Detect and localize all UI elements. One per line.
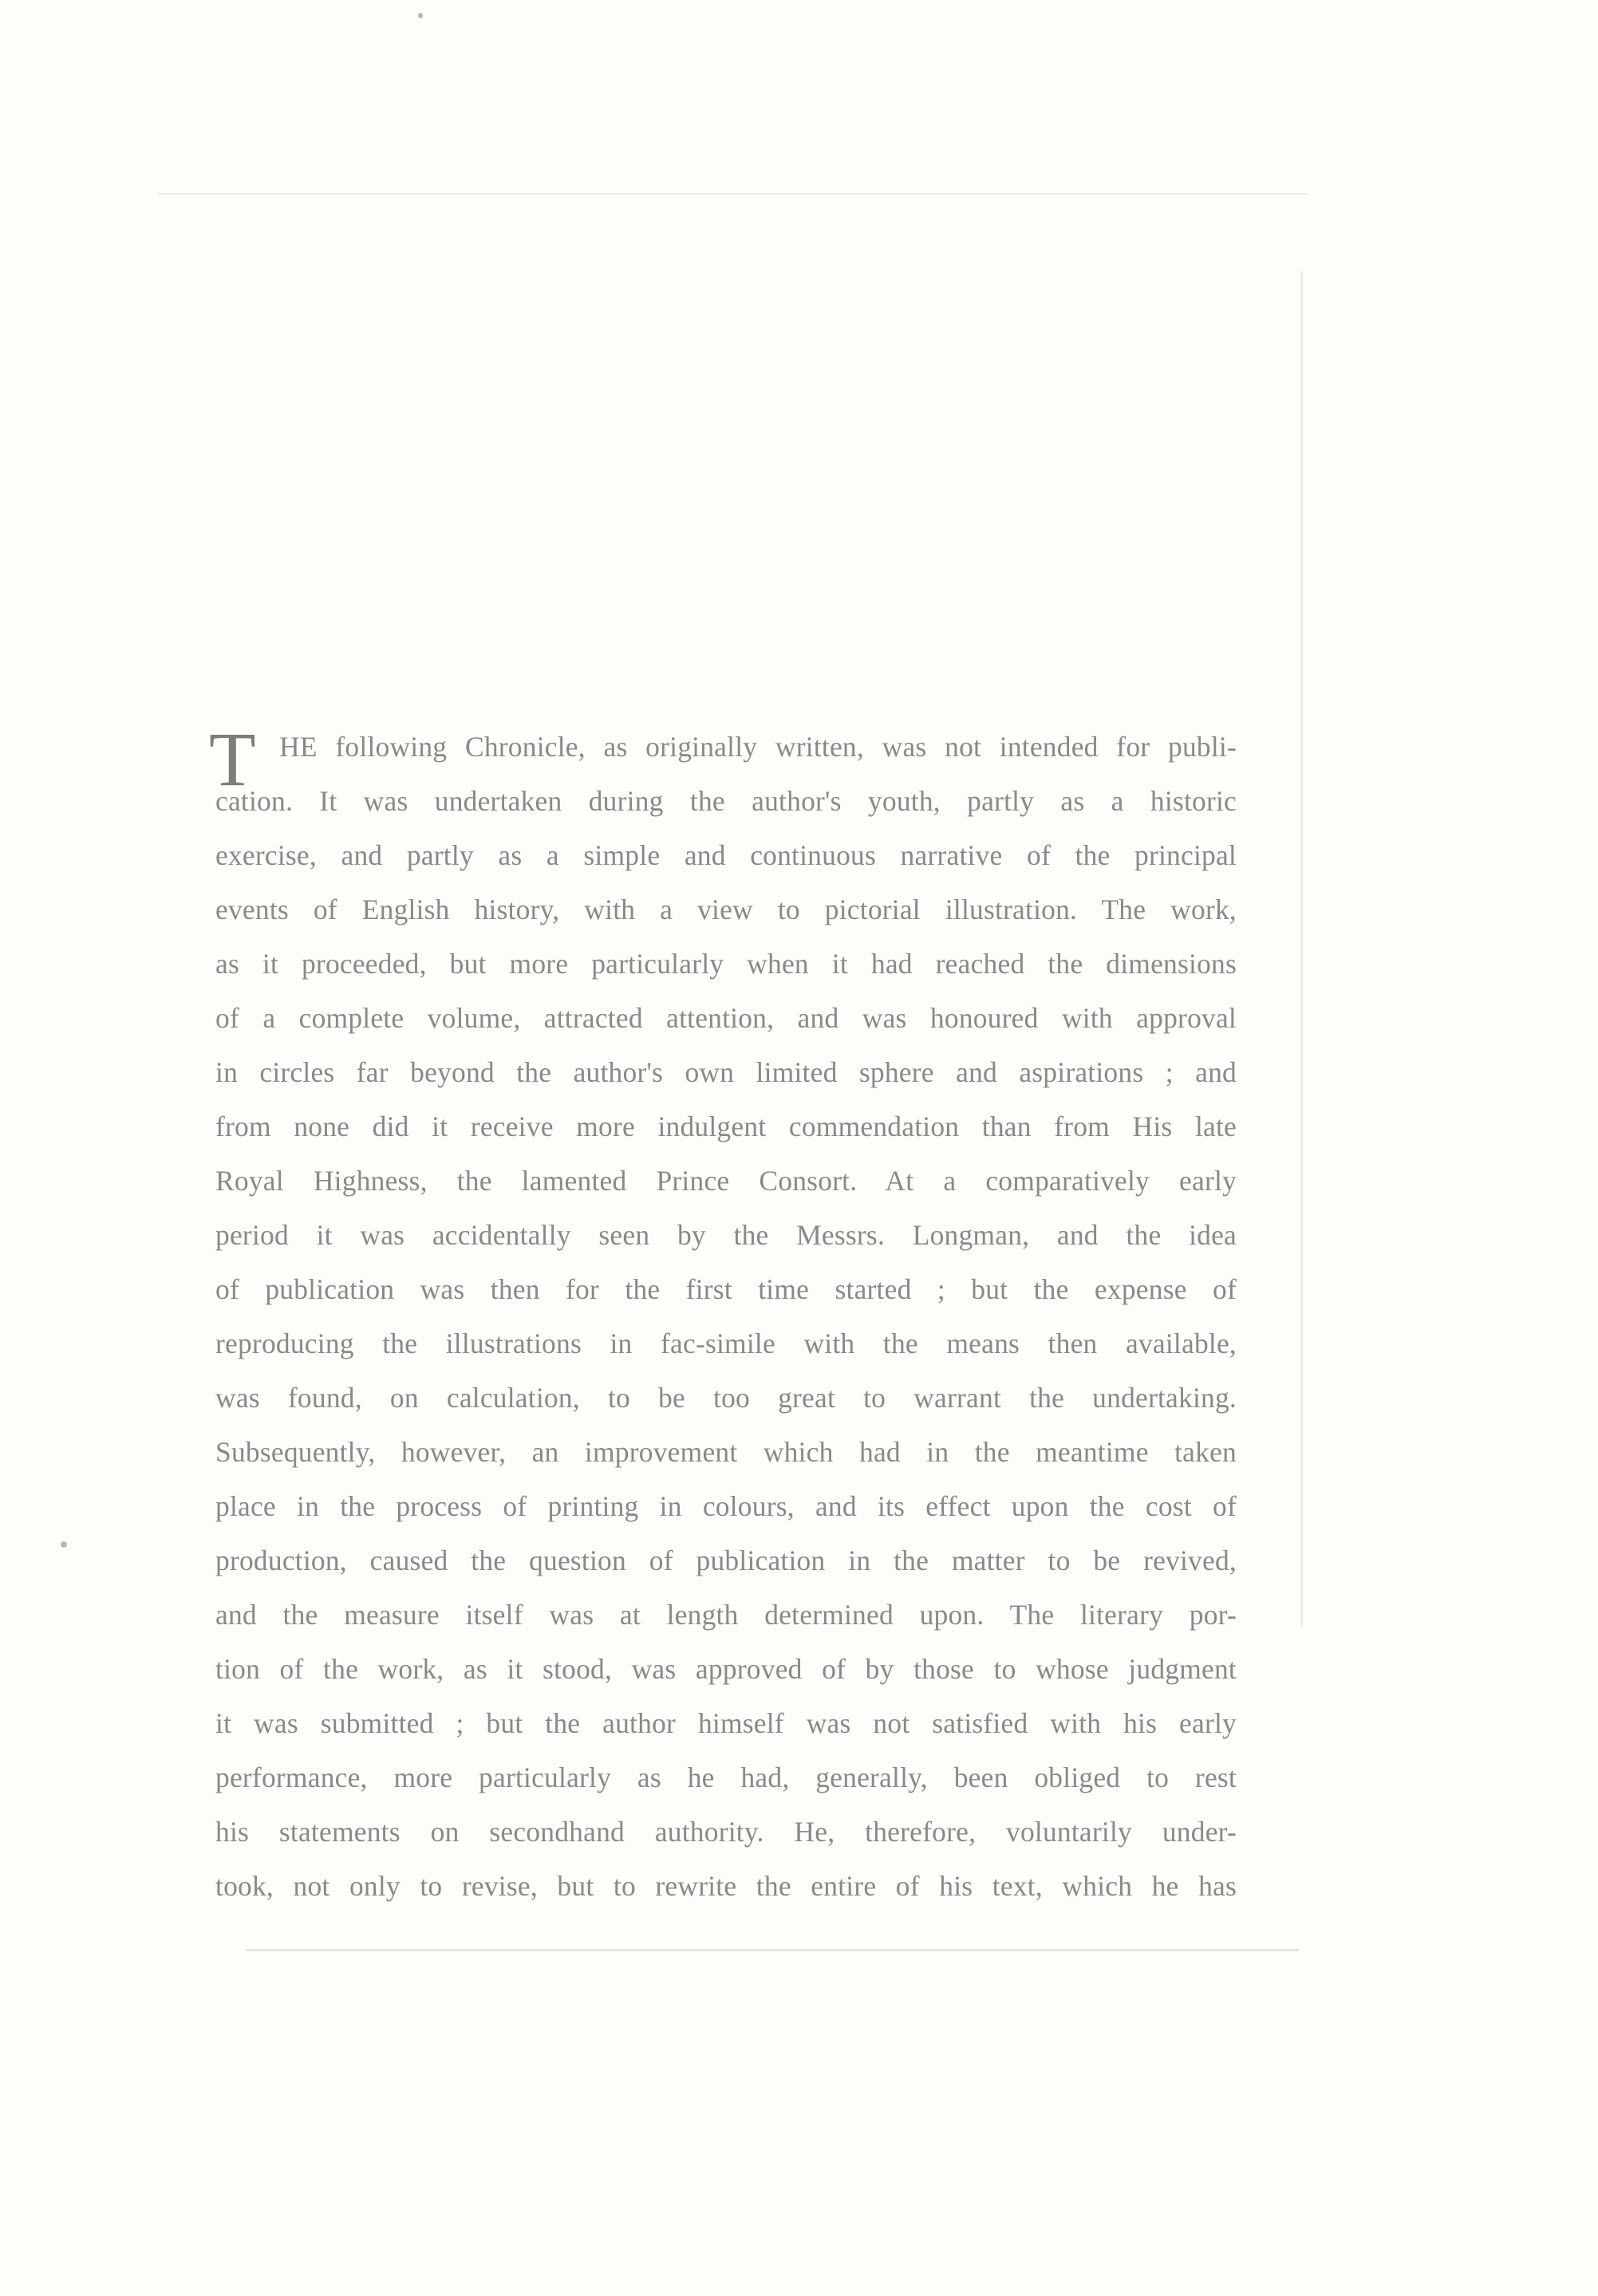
ink-speck — [418, 13, 423, 18]
text-line: exercise, and partly as a simple and continuous narrative of the principal — [215, 839, 1237, 871]
plate-border-right — [1300, 271, 1303, 1627]
text-line: events of English history, with a view to pictorial illustration. The work, — [215, 894, 1237, 925]
text-line: in circles far beyond the author's own limited sphere and aspirations ; and — [215, 1056, 1237, 1088]
text-line: of publication was then for the first time started ; but the expense of — [215, 1273, 1237, 1305]
text-line: performance, more particularly as he had, generally, been obliged to rest — [215, 1761, 1237, 1793]
text-line: Subsequently, however, an improvement which had in the meantime taken — [215, 1436, 1237, 1468]
text-line: Royal Highness, the lamented Prince Consort. At a comparatively early — [215, 1165, 1237, 1197]
text-line: cation. It was undertaken during the author's youth, partly as a historic — [215, 785, 1237, 817]
text-line: and the measure itself was at length determined upon. The literary por- — [215, 1599, 1237, 1631]
text-line: tion of the work, as it stood, was approved of by those to whose judgment — [215, 1653, 1237, 1685]
drop-cap: T — [209, 716, 256, 802]
text-line: from none did it receive more indulgent commendation than from His late — [215, 1111, 1237, 1142]
text-line: it was submitted ; but the author himself was not satisfied with his early — [215, 1707, 1237, 1739]
body-text — [215, 720, 1237, 1913]
text-line: period it was accidentally seen by the Messrs. Longman, and the idea — [215, 1219, 1237, 1251]
text-line: production, caused the question of publication in the matter to be revived, — [215, 1544, 1237, 1576]
text-line: was found, on calculation, to be too great to warrant the undertaking. — [215, 1382, 1237, 1414]
text-line: of a complete volume, attracted attention, and was honoured with approval — [215, 1002, 1237, 1034]
text-line: took, not only to revise, but to rewrite the entire of his text, which he has — [215, 1870, 1237, 1902]
plate-border-bottom — [246, 1949, 1299, 1951]
text-line: place in the process of printing in colours, and its effect upon the cost of — [215, 1490, 1237, 1522]
text-line: reproducing the illustrations in fac-simile with the means then available, — [215, 1327, 1237, 1359]
text-line: as it proceeded, but more particularly when it had reached the dimensions — [215, 948, 1237, 980]
plate-border-top — [158, 193, 1307, 195]
text-line: HE following Chronicle, as originally written, was not intended for publi- — [279, 731, 1237, 763]
text-line: his statements on secondhand authority. He, therefore, voluntarily under- — [215, 1816, 1237, 1848]
ink-speck — [61, 1541, 67, 1548]
